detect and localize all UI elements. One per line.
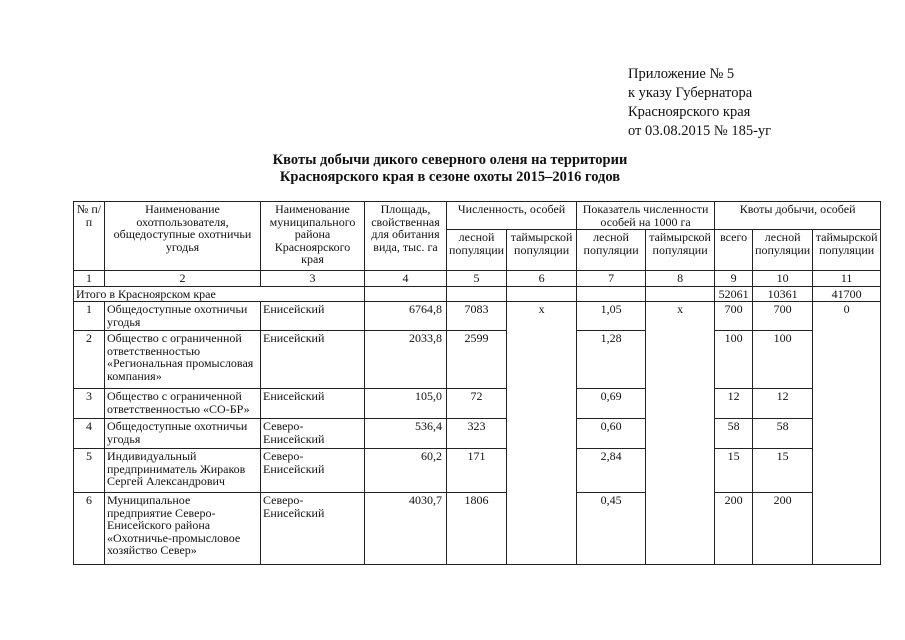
table-row: [74, 331, 881, 389]
row-quota-forest: 12: [753, 389, 813, 419]
col-number: 6: [507, 271, 577, 287]
totals-quota-taimyr: 41700: [813, 286, 881, 302]
row-pop-forest: 2599: [447, 331, 507, 389]
title-line: Квоты добычи дикого северного оленя на территории: [272, 152, 628, 168]
row-district: Енисейский: [261, 331, 365, 389]
row-quota-total: 200: [715, 493, 753, 565]
row-pop-forest: 323: [447, 419, 507, 449]
col-number: 5: [447, 271, 507, 287]
row-name: Муниципальное предприятие Северо-Енисейского района «Охотничье-промысловое хозяйство Север»: [105, 493, 261, 565]
subheader-pop-forest: лесной популяции: [447, 230, 507, 271]
table-row: [74, 449, 881, 493]
quota-table: [73, 201, 881, 565]
row-district: Северо-Енисейский: [261, 419, 365, 449]
row-num: 3: [74, 389, 105, 419]
header-row: [74, 202, 881, 230]
header-district: Наименование муниципального района Красноярского края: [261, 202, 365, 271]
quota-table-wrap: [73, 201, 881, 565]
row-area: 105,0: [365, 389, 447, 419]
col-number: 2: [105, 271, 261, 287]
row-quota-total: 15: [715, 449, 753, 493]
row-density-forest: 1,05: [577, 302, 646, 331]
col-number: 10: [753, 271, 813, 287]
row-quota-forest: 100: [753, 331, 813, 389]
pop-taimyr-shared: х: [507, 302, 577, 565]
annex-line: от 03.08.2015 № 185-уг: [628, 123, 772, 139]
row-pop-forest: 171: [447, 449, 507, 493]
row-num: 1: [74, 302, 105, 331]
col-number: 4: [365, 271, 447, 287]
annex-line: Красноярского края: [628, 104, 751, 120]
annex-block: [628, 65, 771, 141]
row-density-forest: 2,84: [577, 449, 646, 493]
subheader-density-taimyr: таймырской популяции: [646, 230, 715, 271]
row-pop-forest: 1806: [447, 493, 507, 565]
row-num: 5: [74, 449, 105, 493]
header-density: Показатель численности особей на 1000 га: [577, 202, 715, 230]
row-quota-forest: 200: [753, 493, 813, 565]
row-quota-total: 58: [715, 419, 753, 449]
row-name: Индивидуальный предприниматель Жираков Сергей Александрович: [105, 449, 261, 493]
table-row: [74, 302, 881, 331]
row-area: 4030,7: [365, 493, 447, 565]
quota-taimyr-shared: 0: [813, 302, 881, 565]
row-density-forest: 0,69: [577, 389, 646, 419]
density-taimyr-shared: х: [646, 302, 715, 565]
row-name: Общество с ограниченной ответственностью «СО-БР»: [105, 389, 261, 419]
col-number: 1: [74, 271, 105, 287]
header-population: Численность, особей: [447, 202, 577, 230]
row-quota-total: 700: [715, 302, 753, 331]
row-density-forest: 1,28: [577, 331, 646, 389]
header-name: Наименование охотпользователя, общедоступные охотничьи угодья: [105, 202, 261, 271]
title-line: Красноярского края в сезоне охоты 2015–2016 годов: [279, 169, 621, 185]
row-district: Енисейский: [261, 302, 365, 331]
totals-quota-forest: 10361: [753, 286, 813, 302]
row-num: 2: [74, 331, 105, 389]
totals-row: [74, 286, 881, 302]
col-number: 9: [715, 271, 753, 287]
table-row: [74, 419, 881, 449]
row-num: 4: [74, 419, 105, 449]
row-density-forest: 0,60: [577, 419, 646, 449]
row-area: 60,2: [365, 449, 447, 493]
annex-line: Приложение № 5: [628, 66, 735, 82]
row-quota-total: 100: [715, 331, 753, 389]
row-area: 6764,8: [365, 302, 447, 331]
row-pop-forest: 7083: [447, 302, 507, 331]
row-name: Общедоступные охотничьи угодья: [105, 302, 261, 331]
row-name: Общедоступные охотничьи угодья: [105, 419, 261, 449]
row-area: 536,4: [365, 419, 447, 449]
subheader-density-forest: лесной популяции: [577, 230, 646, 271]
row-num: 6: [74, 493, 105, 565]
document-title: [190, 152, 710, 186]
col-number: 7: [577, 271, 646, 287]
table-row: [74, 493, 881, 565]
subheader-quota-taimyr: таймырской популяции: [813, 230, 881, 271]
row-quota-forest: 58: [753, 419, 813, 449]
totals-label: Итого в Красноярском крае: [74, 286, 365, 302]
col-number: 8: [646, 271, 715, 287]
annex-line: к указу Губернатора: [628, 85, 753, 101]
col-number: 11: [813, 271, 881, 287]
row-quota-forest: 15: [753, 449, 813, 493]
row-name: Общество с ограниченной ответственностью «Региональная промысловая компания»: [105, 331, 261, 389]
table-row: [74, 389, 881, 419]
row-quota-forest: 700: [753, 302, 813, 331]
header-quota: Квоты добычи, особей: [715, 202, 881, 230]
subheader-quota-forest: лесной популяции: [753, 230, 813, 271]
subheader-pop-taimyr: таймырской популяции: [507, 230, 577, 271]
col-number: 3: [261, 271, 365, 287]
header-num: № п/п: [74, 202, 105, 271]
totals-quota-total: 52061: [715, 286, 753, 302]
column-number-row: [74, 271, 881, 287]
row-area: 2033,8: [365, 331, 447, 389]
row-district: Северо-Енисейский: [261, 493, 365, 565]
header-area: Площадь, свойственная для обитания вида, тыс. га: [365, 202, 447, 271]
subheader-quota-total: всего: [715, 230, 753, 271]
row-density-forest: 0,45: [577, 493, 646, 565]
row-quota-total: 12: [715, 389, 753, 419]
row-pop-forest: 72: [447, 389, 507, 419]
row-district: Северо-Енисейский: [261, 449, 365, 493]
row-district: Енисейский: [261, 389, 365, 419]
